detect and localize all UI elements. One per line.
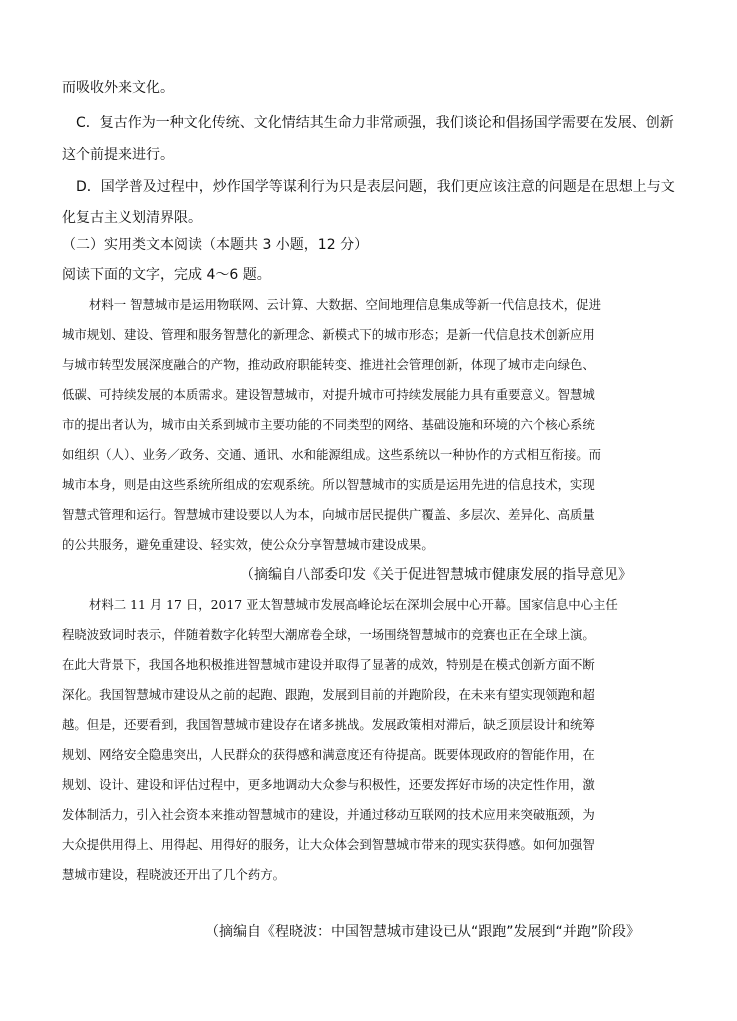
material2-line: 规划、网络安全隐患突出，人民群众的获得感和满意度还有待提高。既要体现政府的智能作用，在 xyxy=(62,747,595,762)
material1-line: 市的提出者认为，城市由关系到城市主要功能的不同类型的网络、基础设施和环境的六个核心系统 xyxy=(62,417,595,432)
material1-line: 城市规划、建设、管理和服务智慧化的新理念、新模式下的城市形态；是新一代信息技术创新应用 xyxy=(62,327,595,342)
material1-line: 城市本身，则是由这些系统所组成的宏观系统。所以智慧城市的实质是运用先进的信息技术，实现 xyxy=(62,477,595,492)
material1-line: 与城市转型发展深度融合的产物，推动政府职能转变、推进社会管理创新，体现了城市走向绿色、 xyxy=(62,357,595,372)
material2-line: 大众提供用得上、用得起、用得好的服务，让大众体会到智慧城市带来的现实获得感。如何加强智 xyxy=(62,837,595,852)
material2-line: 越。但是，还要看到，我国智慧城市建设存在诸多挑战。发展政策相对滞后，缺乏顶层设计和统筹 xyxy=(62,717,595,732)
material1-line: 材料一 智慧城市是运用物联网、云计算、大数据、空间地理信息集成等新一代信息技术，促进 xyxy=(89,297,601,312)
material1-source: （摘编自八部委印发《关于促进智慧城市健康发展的指导意见》 xyxy=(240,567,632,583)
instruction-line: 阅读下面的文字，完成 4～6 题。 xyxy=(62,267,271,283)
material2-line: 在此大背景下，我国各地积极推进智慧城市建设并取得了显著的成效，特别是在模式创新方面不断 xyxy=(62,657,595,672)
material2-line: 规划、设计、建设和评估过程中，更多地调动大众参与积极性，还要发挥好市场的决定性作用，激 xyxy=(62,777,595,792)
option-d-line2: 化复古主义划清界限。 xyxy=(62,210,202,226)
material2-line: 深化。我国智慧城市建设从之前的起跑、跟跑，发展到目前的并跑阶段，在未来有望实现领跑和超 xyxy=(62,687,595,702)
material2-line: 材料二 11 月 17 日，2017 亚太智慧城市发展高峰论坛在深圳会展中心开幕。国家信息中心主任 xyxy=(89,597,618,612)
section-title: （二）实用类文本阅读（本题共 3 小题，12 分） xyxy=(62,237,369,253)
option-c-line2: 这个前提来进行。 xyxy=(62,147,174,163)
material1-line: 低碳、可持续发展的本质需求。建设智慧城市，对提升城市可持续发展能力具有重要意义。智慧城 xyxy=(62,387,595,402)
material1-line: 智慧式管理和运行。智慧城市建设要以人为本，向城市居民提供广覆盖、多层次、差异化、高质量 xyxy=(62,507,595,522)
material1-line: 的公共服务，避免重建设、轻实效，使公众分享智慧城市建设成果。 xyxy=(62,537,434,552)
option-d-line1: D．国学普及过程中，炒作国学等谋利行为只是表层问题，我们更应该注意的问题是在思想上与文 xyxy=(76,179,675,195)
material2-line: 程晓波致词时表示，伴随着数字化转型大潮席卷全球，一场围绕智慧城市的竞赛也正在全球上演。 xyxy=(62,627,595,642)
material2-line: 发体制活力，引入社会资本来推动智慧城市的建设，并通过移动互联网的技术应用来突破瓶颈，为 xyxy=(62,807,595,822)
option-c-line1: C．复古作为一种文化传统、文化情结其生命力非常顽强，我们谈论和倡扬国学需要在发展、创新 xyxy=(76,115,674,131)
material2-source: （摘编自《程晓波：中国智慧城市建设已从“跟跑”发展到“并跑”阶段》 xyxy=(205,924,641,940)
material2-line: 慧城市建设，程晓波还开出了几个药方。 xyxy=(62,867,286,882)
material1-line: 如组织（人）、业务／政务、交通、通讯、水和能源组成。这些系统以一种协作的方式相互衔接。而 xyxy=(62,447,601,462)
paragraph-line: 而吸收外来文化。 xyxy=(62,80,174,96)
